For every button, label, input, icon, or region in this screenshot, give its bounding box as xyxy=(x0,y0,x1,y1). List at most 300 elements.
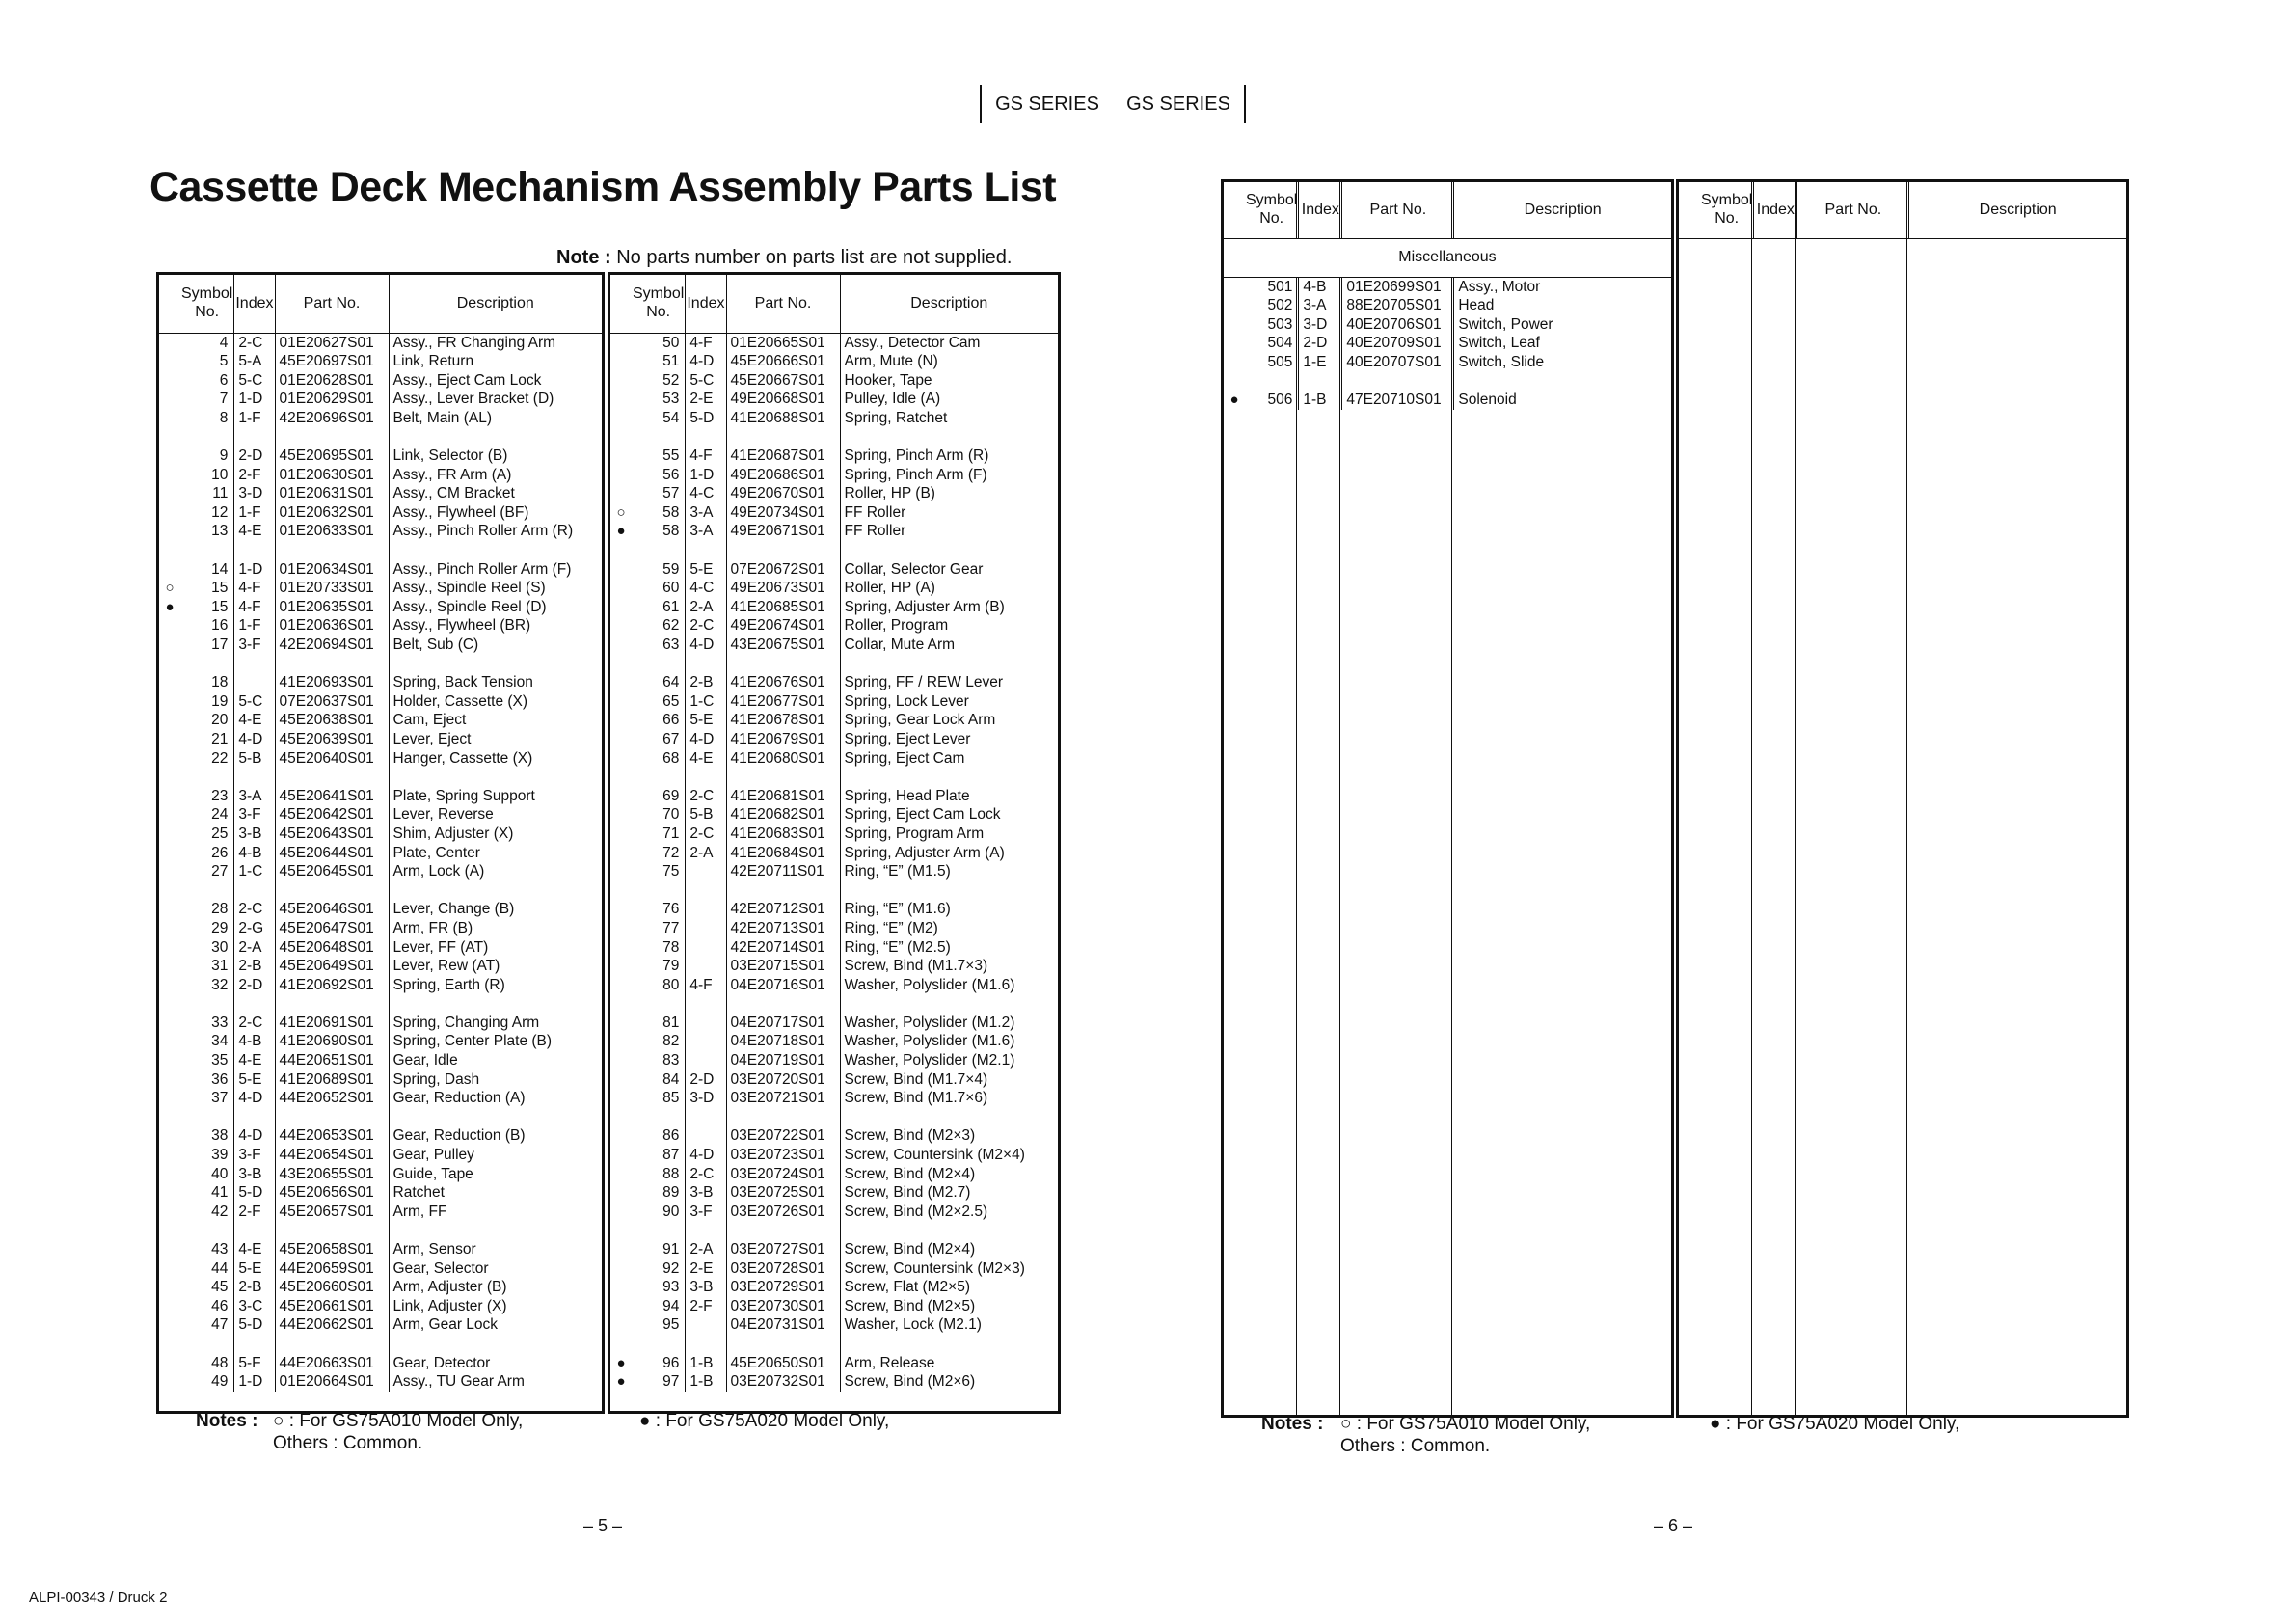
model-marker xyxy=(159,1051,180,1070)
symbol-no: 37 xyxy=(211,1090,229,1107)
index: 4-E xyxy=(234,1240,275,1259)
model-marker xyxy=(610,1089,632,1108)
table-row xyxy=(610,598,1058,617)
description: Head xyxy=(1454,296,1671,315)
index: 5-A xyxy=(234,352,275,371)
table-row xyxy=(610,1165,1058,1184)
symbol-no: 20 xyxy=(211,712,229,729)
table-row xyxy=(1224,353,1671,372)
model-marker xyxy=(610,805,632,825)
index: 1-D xyxy=(234,1372,275,1392)
table-row xyxy=(610,1014,1058,1033)
model-marker xyxy=(610,1014,632,1033)
part-no: 49E20686S01 xyxy=(726,466,840,485)
index: 4-F xyxy=(234,579,275,598)
description: Spring, Eject Cam xyxy=(840,749,1058,769)
symbol-no: 71 xyxy=(662,825,680,842)
description: Gear, Selector xyxy=(389,1259,602,1279)
table-row xyxy=(610,636,1058,655)
index: 5-C xyxy=(234,692,275,712)
description: Shim, Adjuster (X) xyxy=(389,825,602,844)
table-row xyxy=(610,560,1058,580)
table-row xyxy=(610,1089,1058,1108)
description: Assy., FR Arm (A) xyxy=(389,466,602,485)
description: Guide, Tape xyxy=(389,1165,602,1184)
description: Arm, Release xyxy=(840,1354,1058,1373)
model-marker xyxy=(610,1051,632,1070)
part-no: 45E20640S01 xyxy=(275,749,389,769)
symbol-no: 60 xyxy=(662,580,680,597)
table-row xyxy=(610,1354,1058,1373)
model-marker xyxy=(610,1070,632,1090)
description: Assy., Motor xyxy=(1454,277,1671,296)
symbol-no: 45 xyxy=(211,1279,229,1296)
description: Assy., TU Gear Arm xyxy=(389,1372,602,1392)
symbol-no: 97 xyxy=(662,1373,680,1391)
table-row xyxy=(159,409,602,428)
table-row xyxy=(610,390,1058,409)
table-row xyxy=(159,692,602,712)
model-marker xyxy=(610,825,632,844)
part-no: 41E20681S01 xyxy=(726,787,840,806)
model-marker xyxy=(159,1014,180,1033)
part-no: 01E20664S01 xyxy=(275,1372,389,1392)
part-no: 45E20658S01 xyxy=(275,1240,389,1259)
symbol-no: 42 xyxy=(211,1203,229,1220)
part-no: 03E20729S01 xyxy=(726,1278,840,1297)
part-no: 45E20697S01 xyxy=(275,352,389,371)
symbol-no: 64 xyxy=(662,674,680,691)
model-marker xyxy=(610,1165,632,1184)
parts-table-middle xyxy=(608,272,1061,1414)
symbol-no: 8 xyxy=(219,409,229,426)
table-row xyxy=(159,636,602,655)
model-marker xyxy=(610,1032,632,1051)
model-marker xyxy=(610,1240,632,1259)
symbol-no: 95 xyxy=(662,1316,680,1334)
part-no: 41E20677S01 xyxy=(726,692,840,712)
note-filled-marker: ● : For GS75A020 Model Only, xyxy=(639,1411,890,1431)
description: Gear, Reduction (B) xyxy=(389,1126,602,1146)
part-no: 41E20679S01 xyxy=(726,730,840,749)
parts-table-misc xyxy=(1221,179,1674,1418)
symbol-no: 61 xyxy=(662,598,680,615)
part-no: 03E20722S01 xyxy=(726,1126,840,1146)
model-marker xyxy=(159,1146,180,1165)
part-no: 42E20714S01 xyxy=(726,938,840,958)
table-row xyxy=(610,1278,1058,1297)
symbol-no: 504 xyxy=(1267,335,1293,352)
description: Cam, Eject xyxy=(389,711,602,730)
description: Spring, Changing Arm xyxy=(389,1014,602,1033)
symbol-no: 25 xyxy=(211,825,229,842)
model-marker xyxy=(159,900,180,919)
part-no: 49E20734S01 xyxy=(726,503,840,523)
index: 1-B xyxy=(1299,391,1342,410)
part-no: 45E20642S01 xyxy=(275,805,389,825)
description: Lever, Change (B) xyxy=(389,900,602,919)
model-marker xyxy=(159,352,180,371)
symbol-no: 50 xyxy=(662,334,680,351)
model-marker xyxy=(159,466,180,485)
description: Spring, Program Arm xyxy=(840,825,1058,844)
model-marker xyxy=(610,938,632,958)
model-marker xyxy=(159,919,180,938)
model-marker xyxy=(610,862,632,881)
description: Spring, Adjuster Arm (B) xyxy=(840,598,1058,617)
model-marker xyxy=(1224,296,1245,315)
table-row xyxy=(159,352,602,371)
description: Plate, Spring Support xyxy=(389,787,602,806)
description: Pulley, Idle (A) xyxy=(840,390,1058,409)
col-index: Index xyxy=(1754,182,1797,238)
description: Ring, “E” (M1.5) xyxy=(840,862,1058,881)
description: Assy., Spindle Reel (S) xyxy=(389,579,602,598)
table-row xyxy=(159,825,602,844)
model-marker xyxy=(159,938,180,958)
symbol-no: 51 xyxy=(662,353,680,370)
part-no: 45E20649S01 xyxy=(275,957,389,976)
description: Gear, Detector xyxy=(389,1354,602,1373)
description: Collar, Selector Gear xyxy=(840,560,1058,580)
index: 1-D xyxy=(686,466,726,485)
note-open-marker: ○ : For GS75A010 Model Only, xyxy=(1340,1414,1591,1434)
description: Link, Return xyxy=(389,352,602,371)
index: 2-F xyxy=(686,1297,726,1316)
col-description: Description xyxy=(389,275,602,333)
index xyxy=(686,1051,726,1070)
model-marker xyxy=(610,560,632,580)
index: 2-B xyxy=(234,1278,275,1297)
table-row xyxy=(159,579,602,598)
part-no: 41E20685S01 xyxy=(726,598,840,617)
part-no: 41E20692S01 xyxy=(275,976,389,995)
model-marker xyxy=(159,1297,180,1316)
table-row xyxy=(1224,391,1671,410)
model-marker xyxy=(610,484,632,503)
col-part-no: Part No. xyxy=(726,275,840,333)
part-no: 03E20726S01 xyxy=(726,1203,840,1222)
col-description: Description xyxy=(1909,182,2126,238)
table-row xyxy=(610,976,1058,995)
symbol-no: 43 xyxy=(211,1241,229,1258)
part-no: 44E20659S01 xyxy=(275,1259,389,1279)
description: Spring, Back Tension xyxy=(389,673,602,692)
index: 4-B xyxy=(234,844,275,863)
symbol-no: 31 xyxy=(211,958,229,975)
table-row xyxy=(159,616,602,636)
description: Link, Selector (B) xyxy=(389,447,602,466)
description: Assy., Detector Cam xyxy=(840,333,1058,352)
table-row xyxy=(610,1070,1058,1090)
table-row xyxy=(159,673,602,692)
model-marker xyxy=(159,673,180,692)
part-no: 41E20680S01 xyxy=(726,749,840,769)
table-row xyxy=(159,1070,602,1090)
part-no: 41E20687S01 xyxy=(726,447,840,466)
description: Spring, Earth (R) xyxy=(389,976,602,995)
symbol-no: 24 xyxy=(211,806,229,824)
model-marker: ● xyxy=(616,1354,626,1371)
symbol-no: 502 xyxy=(1267,297,1293,314)
part-no: 45E20645S01 xyxy=(275,862,389,881)
part-no: 01E20635S01 xyxy=(275,598,389,617)
description: Hooker, Tape xyxy=(840,371,1058,391)
description: Screw, Bind (M2×5) xyxy=(840,1297,1058,1316)
spacer-row xyxy=(610,655,1058,674)
part-no: 45E20641S01 xyxy=(275,787,389,806)
part-no: 01E20665S01 xyxy=(726,333,840,352)
description: Arm, Mute (N) xyxy=(840,352,1058,371)
description: Link, Adjuster (X) xyxy=(389,1297,602,1316)
description: Spring, Adjuster Arm (A) xyxy=(840,844,1058,863)
description: Gear, Reduction (A) xyxy=(389,1089,602,1108)
part-no: 04E20716S01 xyxy=(726,976,840,995)
model-marker: ○ xyxy=(616,503,626,521)
symbol-no: 83 xyxy=(662,1052,680,1069)
model-marker xyxy=(159,1089,180,1108)
model-marker xyxy=(610,1183,632,1203)
symbol-no: 55 xyxy=(662,447,680,465)
description: Screw, Bind (M2.7) xyxy=(840,1183,1058,1203)
description: Switch, Slide xyxy=(1454,353,1671,372)
symbol-no: 78 xyxy=(662,938,680,956)
note-others: Others : Common. xyxy=(1340,1436,1491,1456)
part-no: 44E20651S01 xyxy=(275,1051,389,1070)
table-row xyxy=(610,1032,1058,1051)
index: 2-E xyxy=(686,1259,726,1279)
index: 3-B xyxy=(234,1165,275,1184)
spacer-row xyxy=(159,1335,602,1354)
symbol-no: 35 xyxy=(211,1052,229,1069)
symbol-no: 85 xyxy=(662,1090,680,1107)
index: 3-D xyxy=(686,1089,726,1108)
table-row xyxy=(610,919,1058,938)
part-no: 45E20695S01 xyxy=(275,447,389,466)
model-marker xyxy=(159,825,180,844)
index xyxy=(686,938,726,958)
index: 2-C xyxy=(686,1165,726,1184)
index: 1-F xyxy=(234,409,275,428)
symbol-no: 65 xyxy=(662,692,680,710)
index: 3-B xyxy=(234,825,275,844)
part-no: 49E20668S01 xyxy=(726,390,840,409)
index: 4-F xyxy=(686,333,726,352)
model-marker xyxy=(159,1203,180,1222)
table-row xyxy=(159,900,602,919)
index: 2-A xyxy=(686,598,726,617)
description: Roller, HP (B) xyxy=(840,484,1058,503)
description: Spring, Eject Cam Lock xyxy=(840,805,1058,825)
table-row xyxy=(610,352,1058,371)
table-row xyxy=(610,1297,1058,1316)
table-row xyxy=(610,1146,1058,1165)
index: 2-E xyxy=(686,390,726,409)
part-no: 42E20713S01 xyxy=(726,919,840,938)
symbol-no: 33 xyxy=(211,1014,229,1031)
table-row xyxy=(159,862,602,881)
symbol-no: 46 xyxy=(211,1297,229,1314)
description: Washer, Lock (M2.1) xyxy=(840,1315,1058,1335)
index: 3-F xyxy=(686,1203,726,1222)
description: Arm, Adjuster (B) xyxy=(389,1278,602,1297)
description: Roller, HP (A) xyxy=(840,579,1058,598)
table-row xyxy=(610,749,1058,769)
table-row xyxy=(159,390,602,409)
parts-table-left xyxy=(156,272,605,1414)
table-row xyxy=(610,447,1058,466)
model-marker xyxy=(610,1203,632,1222)
model-marker xyxy=(159,976,180,995)
part-no: 03E20732S01 xyxy=(726,1372,840,1392)
index: 2-C xyxy=(686,825,726,844)
model-marker xyxy=(610,1126,632,1146)
model-marker xyxy=(159,862,180,881)
index: 3-D xyxy=(1299,315,1342,335)
table-row xyxy=(610,844,1058,863)
table-row xyxy=(159,1297,602,1316)
index: 4-F xyxy=(234,598,275,617)
index: 1-C xyxy=(234,862,275,881)
index: 3-A xyxy=(686,503,726,523)
symbol-no: 72 xyxy=(662,844,680,861)
table-row xyxy=(610,522,1058,541)
symbol-no: 53 xyxy=(662,391,680,408)
description: Gear, Pulley xyxy=(389,1146,602,1165)
model-marker: ● xyxy=(616,1373,626,1391)
model-marker xyxy=(610,466,632,485)
symbol-no: 86 xyxy=(662,1127,680,1145)
index: 5-C xyxy=(686,371,726,391)
col-symbol: Symbol No. xyxy=(1700,182,1754,238)
part-no: 41E20689S01 xyxy=(275,1070,389,1090)
symbol-no: 68 xyxy=(662,749,680,767)
model-marker xyxy=(610,730,632,749)
description: Lever, Rew (AT) xyxy=(389,957,602,976)
symbol-no: 44 xyxy=(211,1259,229,1277)
part-no: 41E20688S01 xyxy=(726,409,840,428)
table-row xyxy=(159,598,602,617)
index: 4-F xyxy=(686,976,726,995)
symbol-no: 90 xyxy=(662,1203,680,1220)
index: 4-D xyxy=(234,1089,275,1108)
model-marker xyxy=(159,560,180,580)
index: 4-E xyxy=(234,711,275,730)
index: 2-A xyxy=(686,1240,726,1259)
index: 4-D xyxy=(686,1146,726,1165)
description: Screw, Countersink (M2×4) xyxy=(840,1146,1058,1165)
description: Holder, Cassette (X) xyxy=(389,692,602,712)
spacer-row xyxy=(159,881,602,901)
table-row xyxy=(610,692,1058,712)
model-marker xyxy=(1224,315,1245,335)
description: Ring, “E” (M2) xyxy=(840,919,1058,938)
model-marker xyxy=(610,1315,632,1335)
symbol-no: 70 xyxy=(662,806,680,824)
part-no: 49E20671S01 xyxy=(726,522,840,541)
index: 2-F xyxy=(234,466,275,485)
index: 1-D xyxy=(234,390,275,409)
symbol-no: 88 xyxy=(662,1165,680,1182)
spacer-row xyxy=(159,1108,602,1127)
description: Screw, Bind (M1.7×6) xyxy=(840,1089,1058,1108)
description: Spring, Lock Lever xyxy=(840,692,1058,712)
symbol-no: 10 xyxy=(211,466,229,483)
table-row xyxy=(610,1259,1058,1279)
index: 5-E xyxy=(234,1070,275,1090)
description: Arm, Gear Lock xyxy=(389,1315,602,1335)
part-no: 45E20661S01 xyxy=(275,1297,389,1316)
table-row xyxy=(610,1183,1058,1203)
symbol-no: 36 xyxy=(211,1070,229,1088)
model-marker xyxy=(159,805,180,825)
index: 3-F xyxy=(234,636,275,655)
part-no: 41E20690S01 xyxy=(275,1032,389,1051)
model-marker xyxy=(610,919,632,938)
symbol-no: 89 xyxy=(662,1184,680,1202)
description: Spring, Pinch Arm (R) xyxy=(840,447,1058,466)
model-marker xyxy=(610,673,632,692)
model-marker xyxy=(159,1354,180,1373)
index: 4-D xyxy=(234,1126,275,1146)
symbol-no: 6 xyxy=(219,371,229,389)
description: Assy., Flywheel (BF) xyxy=(389,503,602,523)
symbol-no: 7 xyxy=(219,391,229,408)
description: Roller, Program xyxy=(840,616,1058,636)
part-no: 45E20660S01 xyxy=(275,1278,389,1297)
model-marker xyxy=(610,616,632,636)
symbol-no: 93 xyxy=(662,1279,680,1296)
index: 3-F xyxy=(234,1146,275,1165)
notes-label: Notes : xyxy=(1261,1414,1324,1434)
table-row xyxy=(1224,277,1671,296)
model-marker xyxy=(610,1146,632,1165)
index: 2-C xyxy=(234,900,275,919)
description: Arm, Lock (A) xyxy=(389,862,602,881)
page-number-left: – 5 – xyxy=(583,1516,623,1535)
symbol-no: 22 xyxy=(211,749,229,767)
model-marker: ● xyxy=(616,523,626,540)
table-row xyxy=(159,333,602,352)
spacer-row xyxy=(610,1335,1058,1354)
model-marker xyxy=(610,371,632,391)
description: Assy., Pinch Roller Arm (R) xyxy=(389,522,602,541)
part-no: 45E20639S01 xyxy=(275,730,389,749)
part-no: 45E20644S01 xyxy=(275,844,389,863)
part-no: 03E20720S01 xyxy=(726,1070,840,1090)
index: 2-C xyxy=(686,616,726,636)
spacer-row xyxy=(159,1221,602,1240)
col-description: Description xyxy=(1454,182,1671,238)
part-no: 03E20730S01 xyxy=(726,1297,840,1316)
part-no: 01E20627S01 xyxy=(275,333,389,352)
symbol-no: 48 xyxy=(211,1354,229,1371)
description: Ring, “E” (M1.6) xyxy=(840,900,1058,919)
index: 4-D xyxy=(686,352,726,371)
description: Assy., Eject Cam Lock xyxy=(389,371,602,391)
index: 5-B xyxy=(686,805,726,825)
index: 5-E xyxy=(686,711,726,730)
model-marker xyxy=(1224,334,1245,353)
part-no: 41E20684S01 xyxy=(726,844,840,863)
index: 4-E xyxy=(234,1051,275,1070)
notes-label: Notes : xyxy=(196,1411,258,1431)
model-marker xyxy=(610,579,632,598)
misc-heading: Miscellaneous xyxy=(1224,238,1671,277)
table-row xyxy=(159,560,602,580)
table-row xyxy=(610,1051,1058,1070)
model-marker xyxy=(610,692,632,712)
